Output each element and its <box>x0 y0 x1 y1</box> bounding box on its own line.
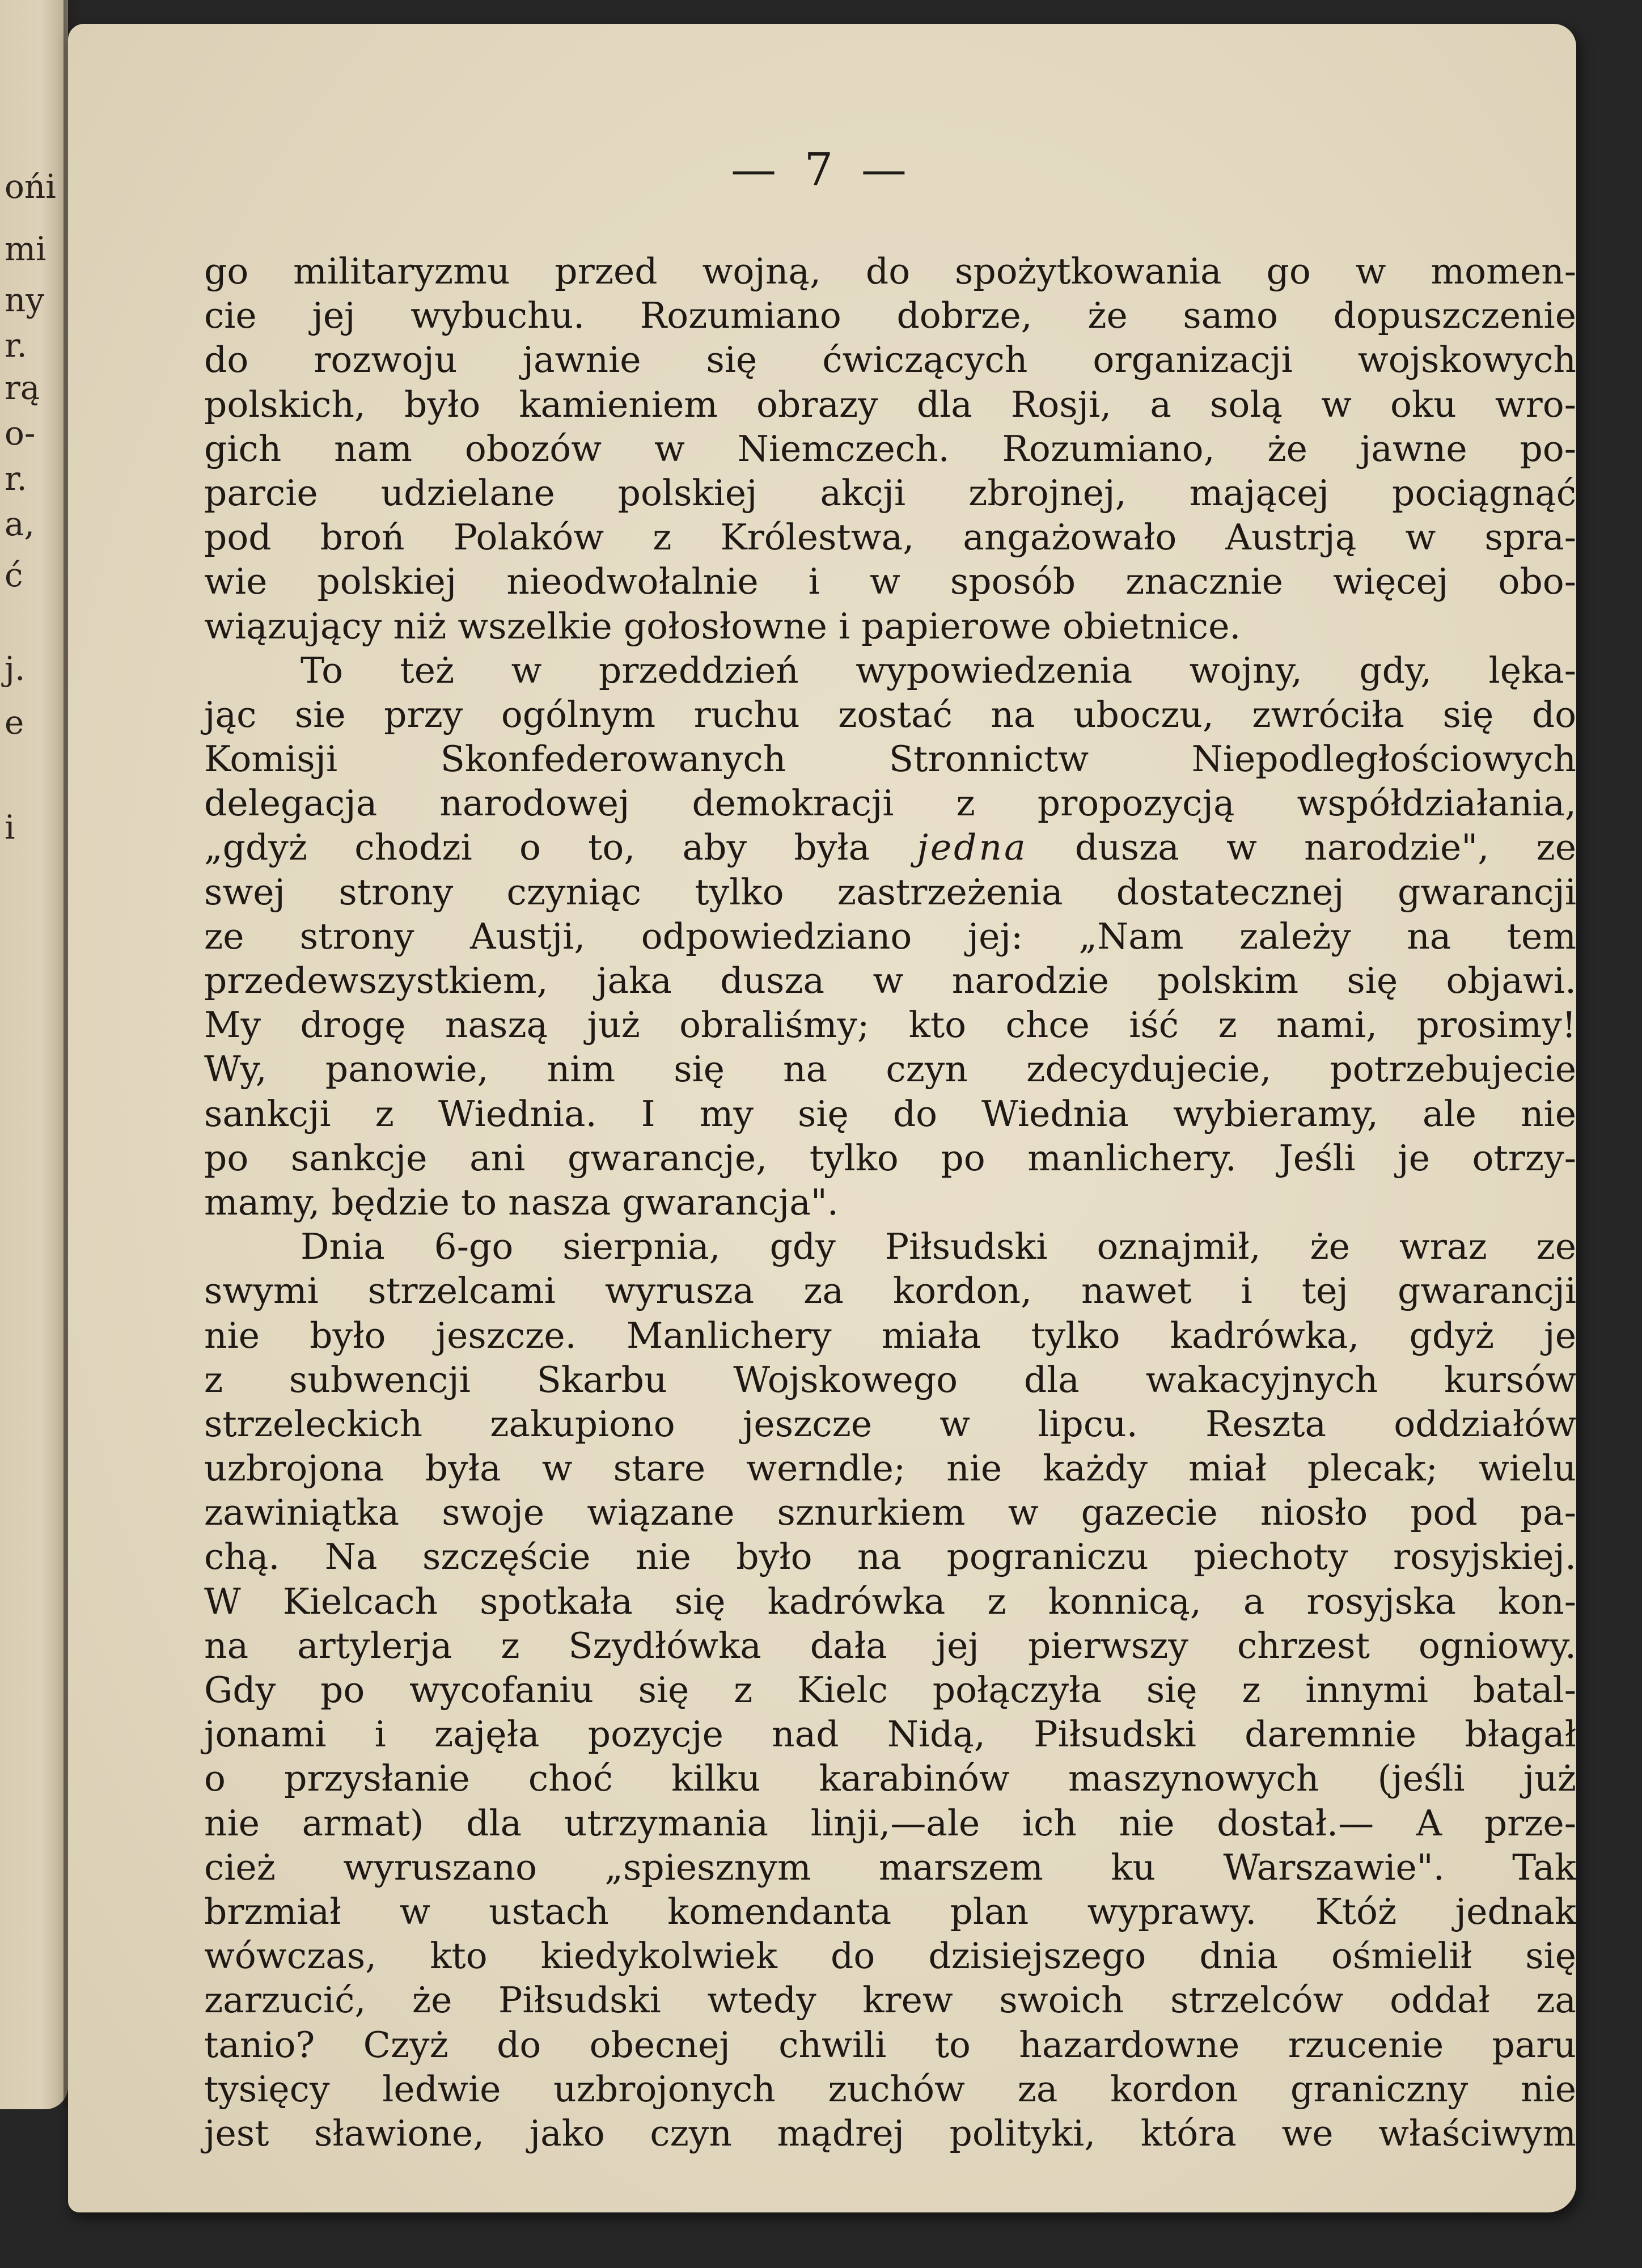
text-line: uzbrojona była w stare werndle; nie każdy miał plecak; wielu <box>204 1448 1576 1490</box>
text-line: tanio? Czyż do obecnej chwili to hazardowne rzucenie paru <box>204 2024 1576 2066</box>
text-line: nie armat) dla utrzymania linji,—ale ich nie dostał.— A prze- <box>204 1802 1576 1844</box>
margin-fragment: mi <box>5 230 46 268</box>
text-line: po sankcje ani gwarancje, tylko po manlichery. Jeśli je otrzy- <box>204 1137 1576 1179</box>
margin-fragment: r. <box>5 459 27 498</box>
text-line: o przysłanie choć kilku karabinów maszynowych (jeśli już <box>204 1758 1576 1800</box>
text-line: go militaryzmu przed wojną, do spożytkowania go w momen- <box>204 251 1576 292</box>
text-line: parcie udzielane polskiej akcji zbrojnej, mającej pociągnąć <box>204 472 1576 514</box>
text-line: Dnia 6-go sierpnia, gdy Piłsudski oznajmił, że wraz ze <box>301 1226 1576 1268</box>
text-line: jonami i zajęła pozycje nad Nidą, Piłsudski daremnie błagał <box>204 1713 1576 1755</box>
emphasized-word: jedna <box>917 827 1028 869</box>
text-line: Komisji Skonfederowanych Stronnictw Niepodległościowych <box>204 738 1576 780</box>
text-line: polskich, było kamieniem obrazy dla Rosji, a solą w oku wro- <box>204 383 1576 425</box>
text-line: Gdy po wycofaniu się z Kielc połączyła się z innymi batal- <box>204 1669 1576 1711</box>
text-line: wiązujący niż wszelkie gołosłowne i papierowe obietnice. <box>204 605 1241 647</box>
margin-fragment: e <box>5 703 24 742</box>
text-line: chą. Na szczęście nie było na pograniczu piechoty rosyjskiej. <box>204 1536 1576 1578</box>
text-line: wie polskiej nieodwołalnie i w sposób znacznie więcej obo- <box>204 561 1576 603</box>
text-line: „gdyż chodzi o to, aby była jedna dusza w narodzie", ze <box>204 827 1576 869</box>
margin-fragment: r. <box>5 326 27 365</box>
margin-fragment: ońi <box>5 167 56 206</box>
text-line: W Kielcach spotkała się kadrówka z konnicą, a rosyjska kon- <box>204 1580 1576 1622</box>
page-number: — 7 — <box>731 143 913 196</box>
text-line: z subwencji Skarbu Wojskowego dla wakacyjnych kursów <box>204 1359 1576 1400</box>
text-line: jest sławione, jako czyn mądrej polityki, która we właściwym <box>204 2112 1576 2154</box>
margin-fragment: ć <box>5 556 23 594</box>
text-line: Wy, panowie, nim się na czyn zdecydujecie, potrzebujecie <box>204 1048 1576 1090</box>
text-line: cie jej wybuchu. Rozumiano dobrze, że samo dopuszczenie <box>204 295 1576 337</box>
text-line: cież wyruszano „spiesznym marszem ku Warszawie". Tak <box>204 1846 1576 1888</box>
margin-fragment: i <box>5 808 15 847</box>
margin-fragment: rą <box>5 369 40 407</box>
text-line: My drogę naszą już obraliśmy; kto chce iść z nami, prosimy! <box>204 1004 1576 1046</box>
text-line: gich nam obozów w Niemczech. Rozumiano, że jawne po- <box>204 428 1576 469</box>
text-line: zarzucić, że Piłsudski wtedy krew swoich strzelców oddał za <box>204 1979 1576 2021</box>
text-line: zawiniątka swoje wiązane sznurkiem w gazecie niosło pod pa- <box>204 1492 1576 1534</box>
text-line: mamy, będzie to nasza gwarancja". <box>204 1181 839 1223</box>
text-line: To też w przeddzień wypowiedzenia wojny, gdy, lęka- <box>301 649 1576 691</box>
text-line: delegacja narodowej demokracji z propozycją współdziałania, <box>204 782 1576 824</box>
text-line: brzmiał w ustach komendanta plan wyprawy. Któż jednak <box>204 1890 1576 1932</box>
text-line: tysięcy ledwie uzbrojonych zuchów za kordon graniczny nie <box>204 2068 1576 2110</box>
book-page <box>68 24 1576 2212</box>
margin-fragment: ny <box>5 281 45 319</box>
text-line: jąc sie przy ogólnym ruchu zostać na uboczu, zwróciła się do <box>204 693 1576 735</box>
text-line: strzeleckich zakupiono jeszcze w lipcu. Reszta oddziałów <box>204 1403 1576 1445</box>
text-line: przedewszystkiem, jaka dusza w narodzie polskim się objawi. <box>204 960 1576 1001</box>
text-line: sankcji z Wiednia. I my się do Wiednia wybieramy, ale nie <box>204 1093 1576 1135</box>
text-line: do rozwoju jawnie się ćwiczących organizacji wojskowych <box>204 339 1576 381</box>
text-line: wówczas, kto kiedykolwiek do dzisiejszego dnia ośmielił się <box>204 1935 1576 1977</box>
margin-fragment: a, <box>5 505 35 543</box>
body-text <box>204 249 1576 2156</box>
text-line: pod broń Polaków z Królestwa, angażowało Austrją w spra- <box>204 517 1576 558</box>
text-line: na artylerja z Szydłówka dała jej pierwszy chrzest ogniowy. <box>204 1624 1576 1666</box>
margin-fragment: j. <box>5 649 26 688</box>
text-line: ze strony Austji, odpowiedziano jej: „Nam zależy na tem <box>204 915 1576 957</box>
text-line: swymi strzelcami wyrusza za kordon, nawet i tej gwarancji <box>204 1270 1576 1312</box>
text-line: nie było jeszcze. Manlichery miała tylko kadrówka, gdyż je <box>204 1314 1576 1356</box>
text-line: swej strony czyniąc tylko zastrzeżenia dostatecznej gwarancji <box>204 871 1576 913</box>
margin-fragment: o- <box>5 414 36 452</box>
left-page-edge <box>0 0 68 2109</box>
